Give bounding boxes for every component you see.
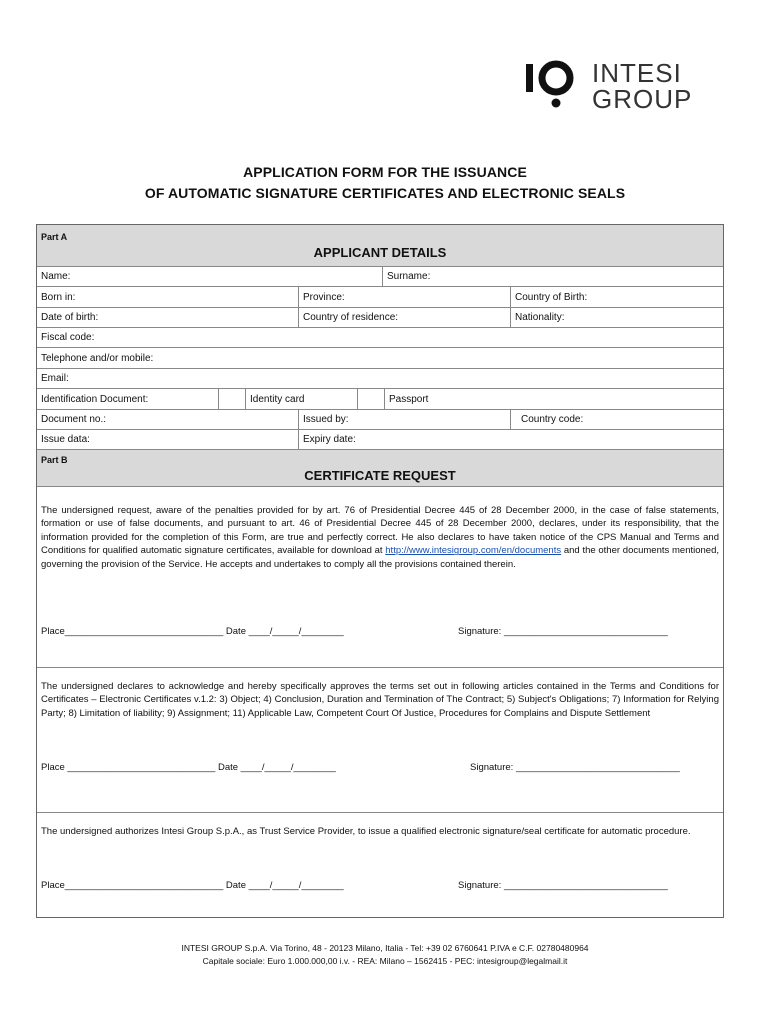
identification-document-label-cell bbox=[37, 389, 219, 409]
email-field[interactable] bbox=[37, 369, 723, 388]
part-b-header bbox=[37, 450, 723, 487]
country-code-field[interactable] bbox=[511, 410, 723, 429]
place-date-line-1[interactable]: Place______________________________ Date ____/_____/________ bbox=[41, 626, 344, 637]
email-label: Email: bbox=[41, 373, 69, 384]
passport-label: Passport bbox=[389, 393, 429, 405]
declaration-block-3 bbox=[37, 813, 723, 917]
date-of-birth-label: Date of birth: bbox=[41, 312, 99, 323]
country-of-residence-field[interactable] bbox=[299, 308, 511, 327]
nationality-label: Nationality: bbox=[515, 312, 565, 323]
signature-line-3[interactable]: Signature: _______________________________ bbox=[458, 880, 668, 891]
telephone-field[interactable] bbox=[37, 348, 723, 368]
declaration-block-2 bbox=[37, 668, 723, 813]
issue-data-label: Issue data: bbox=[41, 434, 90, 445]
province-field[interactable] bbox=[299, 287, 511, 307]
intesi-logo-icon bbox=[524, 60, 576, 112]
date-of-birth-field[interactable] bbox=[37, 308, 299, 327]
expiry-date-label: Expiry date: bbox=[303, 434, 356, 445]
footer-line-1: INTESI GROUP S.p.A. Via Torino, 48 - 20123 Milano, Italia - Tel: +39 02 6760641 P.IVA e C.F. 02780480964 bbox=[181, 943, 589, 953]
surname-label: Surname: bbox=[387, 271, 431, 282]
part-b-title: CERTIFICATE REQUEST bbox=[304, 468, 456, 483]
identity-card-label: Identity card bbox=[250, 393, 305, 405]
issue-data-field[interactable] bbox=[37, 430, 299, 449]
declaration-text-1: The undersigned request, aware of the penalties provided for by art. 76 of Presidential Decree 445 of 28 December 2000, in the case of false statements, formation or use of false documents, and pursuant to art. 46 of Presidential Decree 445 of 28 December 2000, declares, under its responsibility, that the information provided for the completion of this Form, are true and perfectly correct. He also declares to have taken notice of the CPS Manual and Terms and Conditions for qualified automatic signature certificates, available for download at http://www.intesigroup.com/en/documents and the other documents mentioned, governing the provision of the Service. He accepts and undertakes to comply all the provisions contained therein. bbox=[41, 505, 719, 570]
telephone-row bbox=[37, 348, 723, 369]
name-field[interactable] bbox=[37, 267, 383, 286]
part-a-label: Part A bbox=[41, 232, 68, 242]
identity-card-checkbox[interactable] bbox=[219, 389, 246, 409]
country-of-birth-label: Country of Birth: bbox=[515, 291, 588, 303]
company-logo bbox=[524, 60, 694, 112]
document-title-line-1: APPLICATION FORM FOR THE ISSUANCE bbox=[243, 164, 527, 180]
residence-row bbox=[37, 308, 723, 328]
expiry-date-field[interactable] bbox=[299, 430, 723, 449]
born-in-label: Born in: bbox=[41, 291, 76, 303]
issued-by-field[interactable] bbox=[299, 410, 511, 429]
passport-option bbox=[385, 389, 723, 409]
fiscal-code-label: Fiscal code: bbox=[41, 332, 95, 343]
province-label: Province: bbox=[303, 291, 345, 303]
brand-name bbox=[592, 60, 692, 112]
fiscal-code-field[interactable] bbox=[37, 328, 723, 347]
place-date-line-3[interactable]: Place______________________________ Date ____/_____/________ bbox=[41, 880, 344, 891]
document-row bbox=[37, 410, 723, 430]
brand-line-2: GROUP bbox=[592, 84, 693, 114]
born-in-field[interactable] bbox=[37, 287, 299, 307]
country-of-residence-label: Country of residence: bbox=[303, 312, 399, 323]
document-title-line-2: OF AUTOMATIC SIGNATURE CERTIFICATES AND ELECTRONIC SEALS bbox=[144, 185, 626, 201]
fiscal-code-row bbox=[37, 328, 723, 348]
identification-document-label: Identification Document: bbox=[41, 393, 149, 405]
signature-line-2[interactable]: Signature: _______________________________ bbox=[470, 762, 680, 773]
telephone-label: Telephone and/or mobile: bbox=[41, 352, 154, 364]
place-date-line-2[interactable]: Place ____________________________ Date ____/_____/________ bbox=[41, 762, 336, 773]
nationality-field[interactable] bbox=[511, 308, 723, 327]
identity-card-option bbox=[246, 389, 358, 409]
application-form bbox=[36, 224, 724, 918]
email-row bbox=[37, 369, 723, 389]
country-of-birth-field[interactable] bbox=[511, 287, 723, 307]
name-row bbox=[37, 267, 723, 287]
passport-checkbox[interactable] bbox=[358, 389, 385, 409]
issued-by-label: Issued by: bbox=[303, 414, 349, 425]
part-a-title: APPLICANT DETAILS bbox=[313, 245, 447, 260]
declaration-text-2: The undersigned declares to acknowledge and hereby specifically approves the terms set out in following articles contained in the Terms and Conditions for Certificates – Electronic Certificates v.1.2: 3) Object; 4) Conclusion, Duration and Termination of The Contract; 5) Subject's Obligations; 7) Information for Relying Party; 8) Limitation of liability; 9) Assignment; 11) Applicable Law, Competent Court Of Justice, Procedures for Complains and Dispute Settlement bbox=[41, 681, 719, 719]
part-b-label: Part B bbox=[41, 455, 68, 465]
brand-line-1: INTESI bbox=[592, 58, 682, 88]
footer-line-2: Capitale sociale: Euro 1.000.000,00 i.v. - REA: Milano – 1562415 - PEC: intesigroup@legalmail.it bbox=[202, 956, 568, 966]
name-label: Name: bbox=[41, 271, 71, 282]
country-code-label: Country code: bbox=[521, 414, 584, 425]
document-no-field[interactable] bbox=[37, 410, 299, 429]
surname-field[interactable] bbox=[383, 267, 723, 286]
document-no-label: Document no.: bbox=[41, 414, 107, 425]
declaration-block-1 bbox=[37, 487, 723, 668]
validity-row bbox=[37, 430, 723, 450]
signature-line-1[interactable]: Signature: _______________________________ bbox=[458, 626, 668, 637]
part-a-header bbox=[37, 225, 723, 267]
declaration-text-3: The undersigned authorizes Intesi Group S.p.A., as Trust Service Provider, to issue a qualified electronic signature/seal certificate for automatic procedure. bbox=[41, 826, 691, 837]
documents-link[interactable]: http://www.intesigroup.com/en/documents bbox=[385, 545, 562, 557]
identification-row bbox=[37, 389, 723, 410]
birth-row bbox=[37, 287, 723, 308]
